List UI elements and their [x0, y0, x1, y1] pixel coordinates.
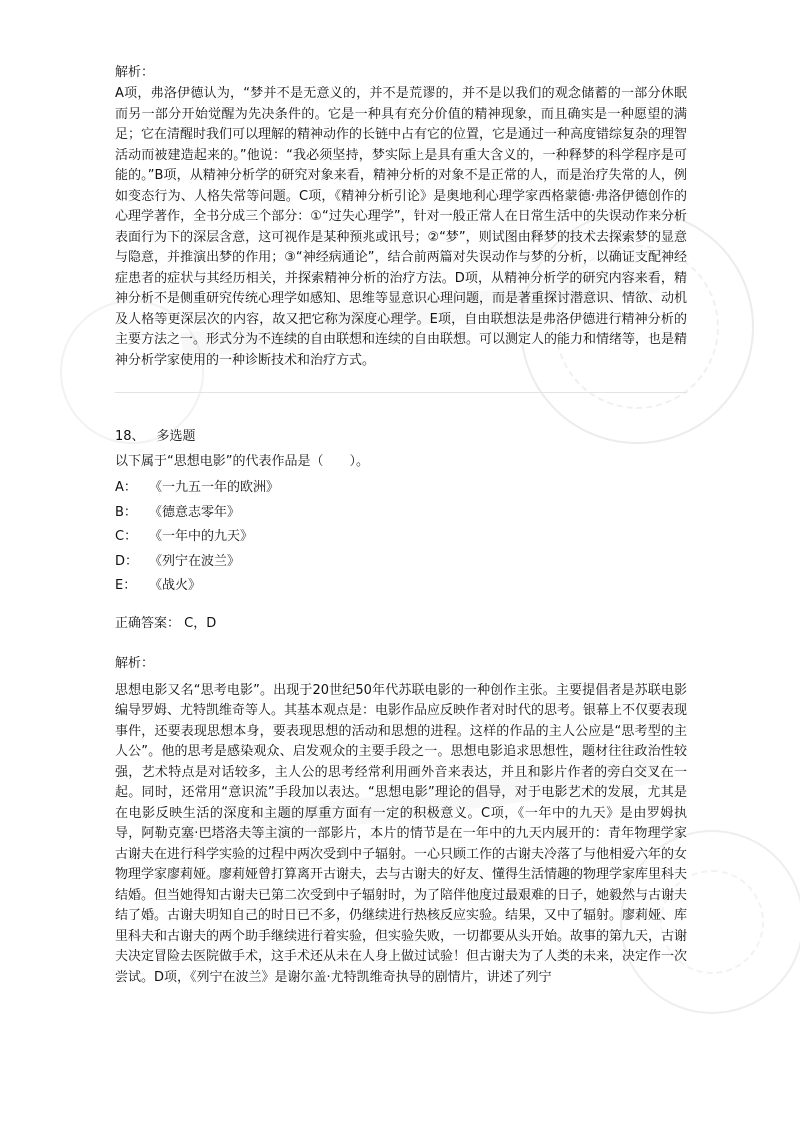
divider: [115, 392, 687, 393]
analysis-label: 解析：: [115, 655, 155, 671]
option-text: 《战火》: [149, 578, 202, 593]
option-text: 《一九五一年的欧洲》: [149, 480, 280, 495]
option-text: 《德意志零年》: [149, 504, 241, 520]
options-list: [115, 476, 687, 599]
analysis-text: 思想电影又名“思考电影”。出现于20世纪50年代苏联电影的一种创作主张。主要提倡者是苏联电影编导罗姆、尤特凯维奇等人。其基本观点是：电影作品应反映作者对时代的思考。银幕上不仅要表现事件，还要表现思想本身，要表现思想的活动和思想的进程。这样的作品的主人公应是“思考型的主人公”。他的思考是感染观众、启发观众的主要手段之一。思想电影追求思想性，题材往往政治性较强，艺术特点是对话较多，主人公的思考经常利用画外音来表达，并且和影片作者的旁白交叉在一起。同时，还常用“意识流”手段加以表达。“思想电影”理论的倡导，对于电影艺术的发展，尤其是在电影反映生活的深度和主题的厚重方面有一定的积极意义。C项，《一年中的九天》是由罗姆执导，阿勒克塞·巴塔洛夫等主演的一部影片，本片的情节是在一年中的九天内展开的：青年物理学家古谢夫在进行科学实验的过程中两次受到中子辐射。一心只顾工作的古谢夫冷落了与他相爱六年的女物理学家廖莉娅。廖莉娅曾打算离开古谢夫，去与古谢夫的好友、懂得生活情趣的物理学家库里科夫结婚。但当她得知古谢夫已第二次受到中子辐射时，为了陪伴他度过最艰难的日子，她毅然与古谢夫结了婚。古谢夫明知自己的时日已不多，仍继续进行热核反应实验。结果，又中了辐射。廖莉娅、库里科夫和古谢夫的两个助手继续进行着实验，但实验失败，一切都要从头开始。故事的第九天，古谢夫决定冒险去医院做手术，这手术还从未在人身上做过试验！但古谢夫为了人类的未来，决定作一次尝试。D项，《列宁在波兰》是谢尔盖·尤特凯维奇执导的剧情片，讲述了列宁: [115, 682, 688, 985]
question-stem: 以下属于“思想电影”的代表作品是（ ）。: [115, 454, 369, 469]
option-text: 《列宁在波兰》: [149, 553, 241, 569]
option-text: 《一年中的九天》: [149, 529, 254, 544]
question-header: [115, 426, 687, 448]
option-d: [115, 550, 687, 575]
option-key: D：: [115, 553, 139, 569]
option-key: A：: [115, 480, 137, 495]
prev-analysis-text: A项，弗洛伊德认为，“梦并不是无意义的，并不是荒谬的，并不是以我们的观念储蓄的一部分休眠而另一部分开始觉醒为先决条件的。它是一种具有充分价值的精神现象，而且确实是一种愿望的满足；它在清醒时我们可以理解的精神动作的长链中占有它的位置，它是通过一种高度错综复杂的理智活动而被建造起来的。”他说：“我必须坚持，梦实际上是具有重大含义的，一种释梦的科学程序是可能的。”B项，从精神分析学的研究对象来看，精神分析的对象不是正常的人，而是治疗失常的人，例如变态行为、人格失常等问题。C项，《精神分析引论》是奥地利心理学家西格蒙德·弗洛伊德创作的心理学著作，全书分成三个部分：①“过失心理学”，针对一般正常人在日常生活中的失误动作来分析表面行为下的深层含意，这可视作是某种预兆或讯号；②“梦”，则试图由释梦的技术去探索梦的显意与隐意，并推演出梦的作用；③“神经病通论”，结合前两篇对失误动作与梦的分析，以确证支配神经症患者的症状与其经历相关，并探索精神分析的治疗方法。D项，从精神分析学的研究内容来看，精神分析不是侧重研究传统心理学如感知、思维等显意识心理问题，而是著重探讨潜意识、情欲、动机及人格等更深层次的内容，故又把它称为深度心理学。E项，自由联想法是弗洛伊德进行精神分析的主要方法之一。形式分为不连续的自由联想和连续的自由联想。可以测定人的能力和情绪等，也是精神分析学家使用的一种诊断技术和治疗方式。: [115, 86, 688, 368]
option-c: [115, 525, 687, 550]
question-type: 多选题: [156, 429, 196, 444]
option-key: E：: [115, 578, 137, 593]
option-a: [115, 476, 687, 501]
option-e: [115, 574, 687, 599]
option-key: C：: [115, 529, 138, 544]
document-page: [115, 62, 687, 988]
prev-analysis-label: 解析：: [115, 65, 155, 80]
question-number: 18、: [115, 429, 145, 444]
option-key: B：: [115, 504, 137, 520]
correct-answer: 正确答案： C，D: [115, 615, 217, 631]
option-b: [115, 501, 687, 526]
